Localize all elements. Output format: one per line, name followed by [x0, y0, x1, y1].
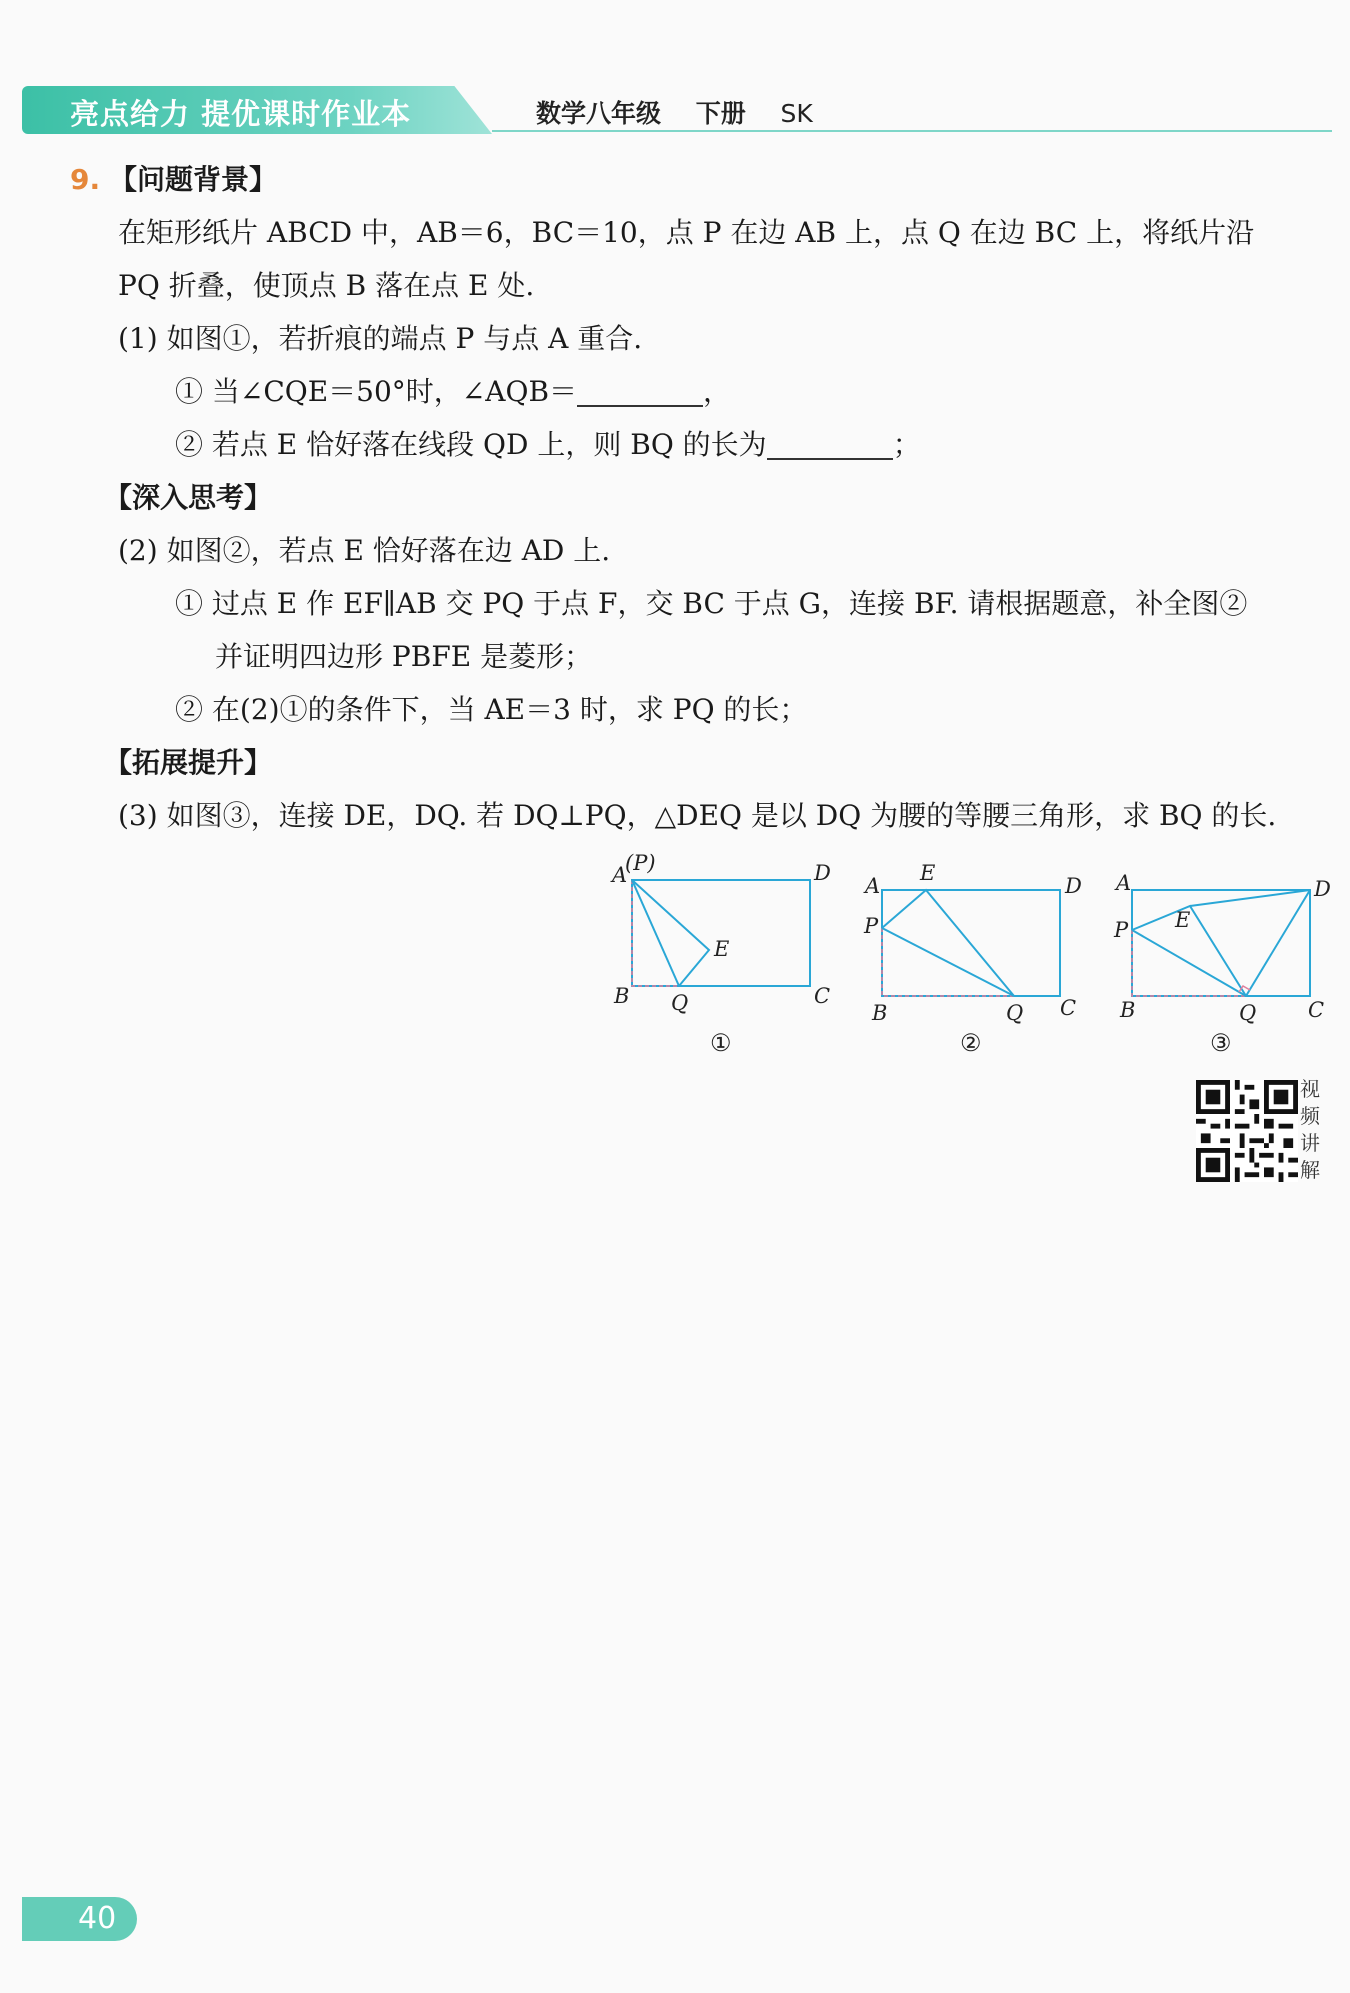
figure-1: [600, 850, 840, 1055]
part-3: (3) 如图③，连接 DE，DQ. 若 DQ⊥PQ，△DEQ 是以 DQ 为腰的等腰三角形，求 BQ 的长.: [118, 799, 1277, 832]
fig2-label-Q: Q: [1006, 1001, 1024, 1025]
fig1-label-C: C: [814, 984, 831, 1008]
header-rule: [492, 130, 1332, 132]
fig1-label-E: E: [714, 937, 730, 961]
fig1-crease-AQ: [632, 880, 679, 986]
fig3-label-C: C: [1308, 998, 1325, 1022]
fig2-label-A: A: [865, 874, 881, 898]
fig2-crease-PQ: [882, 928, 1014, 996]
subject-label: 数学八年级: [536, 99, 662, 128]
header: [22, 86, 1332, 134]
part-2: (2) 如图②，若点 E 恰好落在边 AD 上.: [118, 534, 611, 567]
fig1-label-Q: Q: [671, 991, 689, 1015]
fig2-label-E: E: [920, 861, 936, 885]
page-number: 40: [78, 1901, 117, 1936]
fig2-label-P: P: [864, 914, 879, 938]
fig1-label-A: A: [612, 863, 628, 887]
fig3-rectangle: [1132, 890, 1310, 996]
figure-3: [1100, 850, 1340, 1055]
fig3-label-A: A: [1116, 871, 1132, 895]
fig1-label-D: D: [814, 861, 831, 885]
part-2-question-2: ② 在(2)①的条件下，当 AE＝3 时，求 PQ 的长；: [175, 693, 808, 726]
qr-label: 视频讲解: [1300, 1077, 1320, 1182]
answer-blank-1[interactable]: [577, 375, 703, 407]
fig1-label-B: B: [614, 984, 630, 1008]
part-2-question-1-line-1: ① 过点 E 作 EF∥AB 交 PQ 于点 F，交 BC 于点 G，连接 BF. 请根据题意，补全图②: [175, 587, 1248, 620]
fig3-label-B: B: [1120, 998, 1136, 1022]
part-1-q2-punct: ；: [892, 428, 921, 461]
fig2-folded-sides: [882, 890, 1014, 996]
fig3-label-D: D: [1314, 877, 1331, 901]
qr-code[interactable]: [1196, 1080, 1298, 1182]
fig1-label-P: (P): [625, 851, 656, 875]
answer-blank-2[interactable]: [767, 428, 893, 460]
section-deep-thinking: 【深入思考】: [104, 481, 273, 514]
fig3-segment-DE: [1190, 890, 1310, 906]
fig3-crease-PQ: [1132, 930, 1246, 996]
part-2-question-1-line-2: 并证明四边形 PBFE 是菱形；: [215, 640, 593, 673]
edition-label: SK: [780, 99, 813, 128]
fig2-caption: ②: [960, 1029, 982, 1055]
fig1-folded-triangle: [632, 880, 709, 986]
fig2-label-C: C: [1060, 996, 1077, 1020]
part-1-q1-punct: ，: [703, 375, 732, 408]
fig2-label-B: B: [872, 1001, 888, 1025]
part-1-question-1: [175, 372, 731, 412]
fig1-rectangle: [632, 880, 810, 986]
fig3-segment-DQ: [1246, 890, 1310, 996]
part-1: (1) 如图①，若折痕的端点 P 与点 A 重合.: [118, 322, 643, 355]
fig3-label-E: E: [1175, 908, 1191, 932]
problem-heading: [70, 160, 277, 200]
part-1-q1-text: ① 当∠CQE＝50°时，∠AQB＝: [175, 375, 578, 408]
volume-label: 下册: [695, 99, 746, 128]
brand-title: 亮点给力 提优课时作业本: [70, 97, 412, 131]
section-extension: 【拓展提升】: [104, 746, 273, 779]
part-1-question-2: [175, 425, 921, 465]
figure-2: [850, 850, 1090, 1055]
page-number-tab: [22, 1897, 137, 1941]
fig3-label-P: P: [1114, 918, 1129, 942]
fig2-label-D: D: [1065, 874, 1082, 898]
question-number: 9.: [70, 163, 101, 196]
fig3-caption: ③: [1210, 1029, 1232, 1055]
part-1-q2-text: ② 若点 E 恰好落在线段 QD 上，则 BQ 的长为: [175, 428, 767, 461]
section-background: 【问题背景】: [109, 163, 278, 196]
fig1-caption: ①: [710, 1029, 732, 1055]
intro-line-2: PQ 折叠，使顶点 B 落在点 E 处.: [118, 269, 535, 302]
subject-info: [536, 94, 839, 130]
intro-line-1: 在矩形纸片 ABCD 中，AB＝6，BC＝10，点 P 在边 AB 上，点 Q 在边 BC 上，将纸片沿: [118, 216, 1255, 249]
fig3-label-Q: Q: [1239, 1001, 1257, 1025]
